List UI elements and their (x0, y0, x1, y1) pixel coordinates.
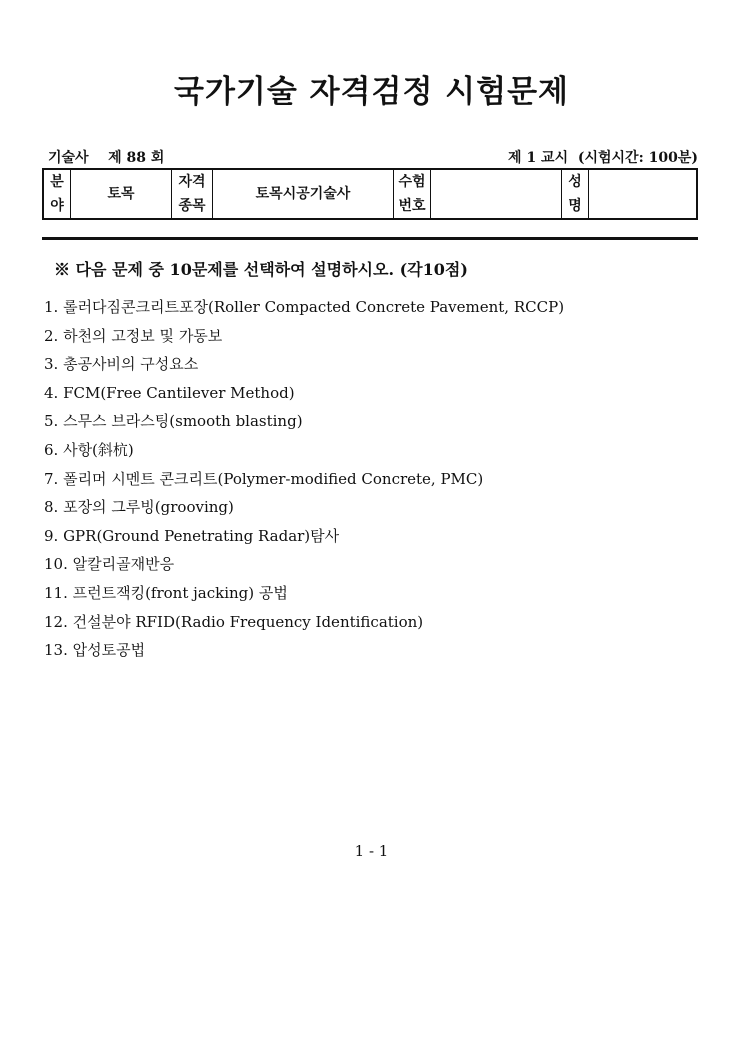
field-value: 토목 (71, 169, 172, 219)
name-label-1: 성 (568, 174, 582, 190)
page-title: 국가기술 자격검정 시험문제 (174, 74, 569, 110)
question-item: 9. GPR(Ground Penetrating Radar)탐사 (44, 526, 340, 545)
exam-number-value (431, 169, 562, 219)
instruction-text: ※ 다음 문제 중 10문제를 선택하여 설명하시오. (각10점) (54, 260, 468, 279)
exam-session: 기술사 제 88 회 (48, 150, 165, 166)
question-item: 5. 스무스 브라스팅(smooth blasting) (44, 412, 303, 431)
question-item: 6. 사항(斜杭) (44, 440, 134, 459)
field-label-1: 분 (50, 174, 64, 190)
page-number: 1 - 1 (354, 842, 389, 860)
question-item: 8. 포장의 그루빙(grooving) (44, 498, 234, 517)
question-item: 2. 하천의 고정보 및 가동보 (44, 326, 223, 345)
question-list (44, 293, 694, 665)
qualification-label-1: 자격 (178, 174, 206, 190)
exam-number-label-1: 수험 (398, 174, 426, 190)
exam-number-label-2: 번호 (398, 198, 426, 214)
question-item: 4. FCM(Free Cantilever Method) (44, 383, 295, 402)
exam-number-label-cell (394, 169, 431, 219)
qualification-label-cell (172, 169, 213, 219)
question-item: 3. 총공사비의 구성요소 (44, 355, 199, 374)
name-label-cell (562, 169, 589, 219)
question-item: 10. 알칼리골재반응 (44, 555, 175, 574)
field-label-cell (43, 169, 71, 219)
question-item: 12. 건설분야 RFID(Radio Frequency Identification) (44, 612, 424, 631)
exam-info-table (42, 168, 698, 220)
name-value (589, 169, 698, 219)
name-label-2: 명 (568, 198, 582, 214)
question-item: 13. 압성토공법 (44, 641, 146, 660)
question-item: 11. 프런트잭킹(front jacking) 공법 (44, 583, 288, 602)
question-item: 7. 폴리머 시멘트 콘크리트(Polymer-modified Concrete, PMC) (44, 469, 484, 488)
qualification-value: 토목시공기술사 (213, 169, 394, 219)
exam-period-time: 제 1 교시 (시험시간: 100분) (508, 150, 698, 166)
exam-meta-row (48, 147, 698, 167)
qualification-label-2: 종목 (178, 198, 206, 214)
section-divider (42, 237, 698, 240)
field-label-2: 야 (50, 198, 64, 214)
question-item: 1. 롤러다짐콘크리트포장(Roller Compacted Concrete Pavement, RCCP) (44, 298, 565, 316)
